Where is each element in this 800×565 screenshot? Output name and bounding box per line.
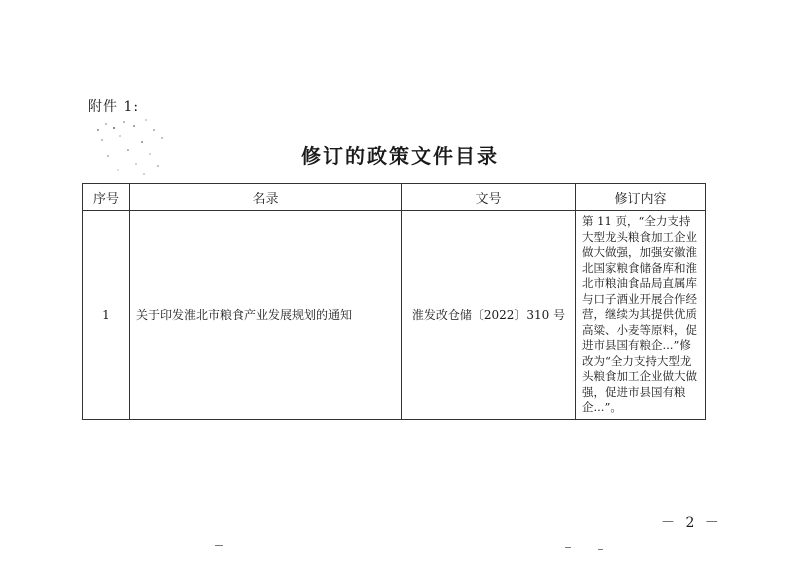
scan-mark — [598, 549, 603, 550]
cell-name: 关于印发淮北市粮食产业发展规划的通知 — [130, 211, 402, 420]
policy-revision-table — [82, 183, 706, 420]
header-name: 名录 — [130, 184, 402, 211]
header-seq: 序号 — [83, 184, 130, 211]
page-number: － 2 － — [661, 515, 722, 531]
table-header-row — [83, 184, 706, 211]
cell-revision: 第 11 页，“全力支持大型龙头粮食加工企业做大做强，加强安徽淮北国家粮食储备库和淮北市粮油食品局直属库与口子酒业开展合作经营，继续为其提供优质高粱、小麦等原料，促进市县国有粮企...”修改为“全力支持大型龙头粮食加工企业做大做强，促进市县国有粮企...”。 — [576, 211, 706, 420]
header-doc-no: 文号 — [402, 184, 576, 211]
document-title: 修订的政策文件目录 — [301, 144, 499, 168]
header-revision: 修订内容 — [576, 184, 706, 211]
attachment-label: 附件 1: — [88, 99, 140, 115]
scan-mark — [565, 547, 571, 548]
scan-mark — [215, 545, 223, 546]
table-row — [83, 211, 706, 420]
cell-seq: 1 — [83, 211, 130, 420]
cell-doc-no: 淮发改仓储〔2022〕310 号 — [402, 211, 576, 420]
